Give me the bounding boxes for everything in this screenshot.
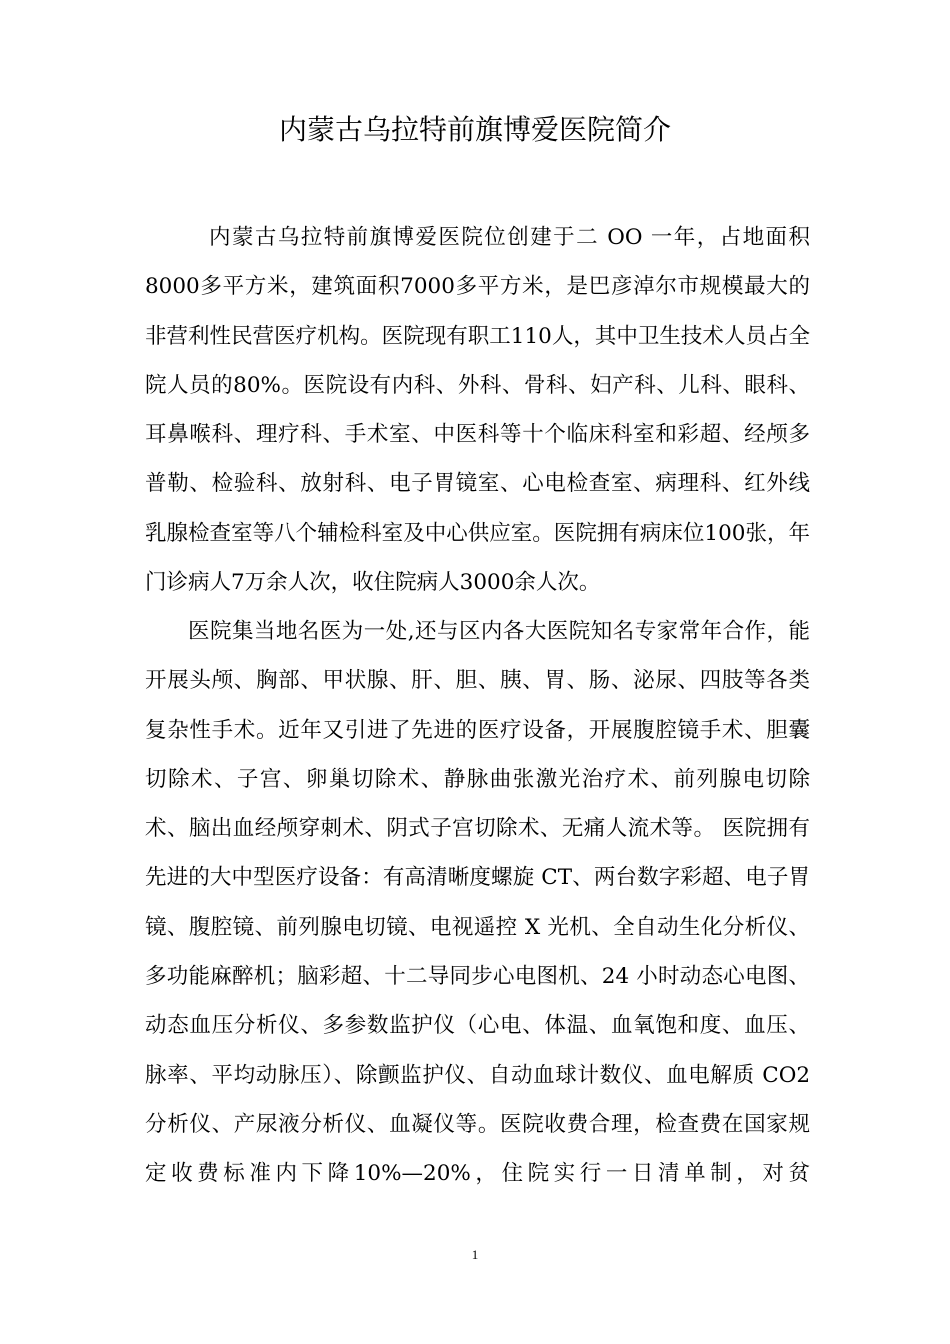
document-title: 内蒙古乌拉特前旗博爱医院简介 — [278, 113, 671, 146]
paragraph-services-and-equipment: 医院集当地名医为一处,还与区内各大医院知名专家常年合作，能开展头颅、胸部、甲状腺、肝、胆、胰、胃、肠、泌尿、四肢等各类复杂性手术。近年又引进了先进的医疗设备，开展腹腔镜手术、胆囊切除术、子宫、卵巢切除术、静脉曲张激光治疗术、前列腺电切除术、脑出血经颅穿刺术、阴式子宫切除术、无痛人流术等。 医院拥有先进的大中型医疗设备：有高清晰度螺旋 CT、两台数字彩超、电子胃镜、腹腔镜、前列腺电切镜、电视遥控 X 光机、全自动生化分析仪、多功能麻醉机；脑彩超、十二导同步心电图机、24 小时动态心电图、动态血压分析仪、多参数监护仪（心电、体温、血氧饱和度、血压、脉率、平均动脉压）、除颤监护仪、自动血球计数仪、血电解质 CO2 分析仪、产尿液分析仪、血凝仪等。医院收费合理，检查费在国家规定收费标准内下降10%—20%，住院实行一日清单制，对贫 — [145, 619, 810, 1187]
page-number: 1 — [471, 1247, 479, 1262]
paragraph-hospital-overview: 内蒙古乌拉特前旗博爱医院位创建于二 OO 一年，占地面积8000多平方米，建筑面积7000多平方米，是巴彦淖尔市规模最大的非营利性民营医疗机构。医院现有职工110人，其中卫生技术人员占全院人员的80%。医院设有内科、外科、骨科、妇产科、儿科、眼科、耳鼻喉科、理疗科、手术室、中医科等十个临床科室和彩超、经颅多普勒、检验科、放射科、电子胃镜室、心电检查室、病理科、红外线乳腺检查室等八个辅检科室及中心供应室。医院拥有病床位100张，年门诊病人7万余人次，收住院病人3000余人次。 — [145, 225, 810, 596]
